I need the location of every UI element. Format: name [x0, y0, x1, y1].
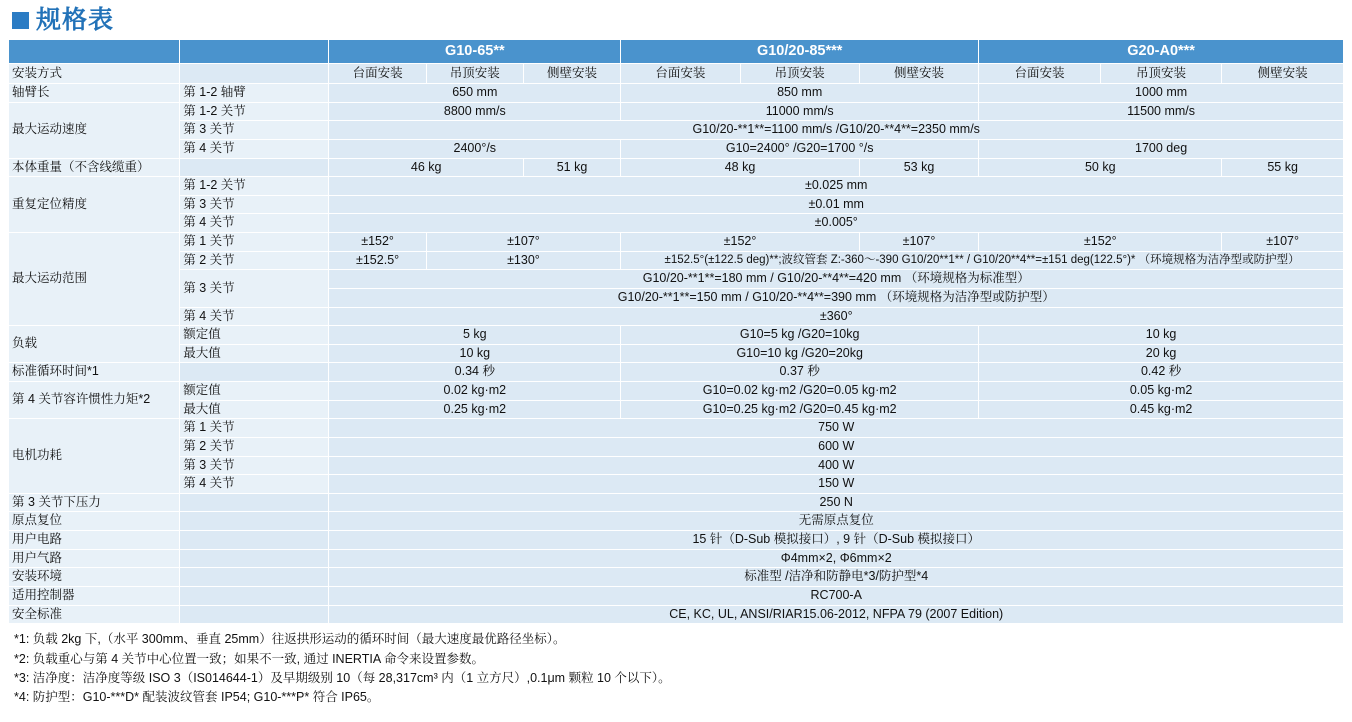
row-sub-cycle-empty — [180, 363, 329, 382]
row-sub-user-air-empty — [180, 549, 329, 568]
footnotes — [8, 630, 1344, 708]
table-row — [9, 214, 1344, 233]
max-speed-value-1: 8800 mm/s — [329, 102, 621, 121]
row-sub-motor-j4: 第 4 关节 — [180, 475, 329, 494]
repeatability-j12-value: ±0.025 mm — [329, 177, 1344, 196]
title-marker-icon — [12, 12, 29, 29]
table-header-row — [9, 40, 1344, 64]
table-row — [9, 549, 1344, 568]
environment-value: 标准型 /洁净和防静电*3/防护型*4 — [329, 568, 1344, 587]
row-label-inertia: 第 4 关节容许惯性力矩*2 — [9, 382, 180, 419]
weight-value-6: 55 kg — [1222, 158, 1344, 177]
table-row — [9, 307, 1344, 326]
mount-type-4: 台面安装 — [621, 64, 740, 84]
row-sub-rep-j3: 第 3 关节 — [180, 195, 329, 214]
range-j2-value-2: ±130° — [426, 251, 620, 270]
max-speed-j4-value-1: 2400°/s — [329, 139, 621, 158]
table-row — [9, 158, 1344, 177]
table-row — [9, 400, 1344, 419]
payload-rated-1: 5 kg — [329, 326, 621, 345]
row-sub-range-j2: 第 2 关节 — [180, 251, 329, 270]
weight-value-3: 48 kg — [621, 158, 860, 177]
cycle-time-2: 0.37 秒 — [621, 363, 979, 382]
range-j3-value-2: G10/20-**1**=150 mm / G10/20-**4**=390 mm （环境规格为洁净型或防护型） — [329, 288, 1344, 307]
weight-value-4: 53 kg — [859, 158, 978, 177]
table-row — [9, 493, 1344, 512]
row-sub-weight-empty — [180, 158, 329, 177]
arm-length-value-2: 850 mm — [621, 84, 979, 103]
range-j1-value-3: ±152° — [621, 233, 860, 252]
motor-power-j3: 400 W — [329, 456, 1344, 475]
page-title-text: 规格表 — [36, 6, 115, 34]
table-row — [9, 177, 1344, 196]
table-row — [9, 344, 1344, 363]
range-j3-value-1: G10/20-**1**=180 mm / G10/20-**4**=420 mm （环境规格为标准型） — [329, 270, 1344, 289]
repeatability-j3-value: ±0.01 mm — [329, 195, 1344, 214]
model-header-3: G20-A0*** — [979, 40, 1344, 64]
row-sub-homing-empty — [180, 512, 329, 531]
inertia-max-1: 0.25 kg·m2 — [329, 400, 621, 419]
row-label-safety: 安全标准 — [9, 605, 180, 624]
row-sub-inertia-max: 最大值 — [180, 400, 329, 419]
row-sub-rep-j12: 第 1-2 关节 — [180, 177, 329, 196]
mount-type-6: 侧壁安装 — [859, 64, 978, 84]
page-title — [8, 0, 1344, 39]
mount-type-5: 吊顶安装 — [740, 64, 859, 84]
row-label-user-air: 用户气路 — [9, 549, 180, 568]
row-label-repeatability: 重复定位精度 — [9, 177, 180, 233]
cycle-time-3: 0.42 秒 — [979, 363, 1344, 382]
row-sub-range-j1: 第 1 关节 — [180, 233, 329, 252]
table-row — [9, 270, 1344, 289]
safety-value: CE, KC, UL, ANSI/RIAR15.06-2012, NFPA 79 (2007 Edition) — [329, 605, 1344, 624]
range-j2-value-1: ±152.5° — [329, 251, 426, 270]
row-sub-payload-max: 最大值 — [180, 344, 329, 363]
row-label-weight: 本体重量（不含线缆重） — [9, 158, 180, 177]
header-spacer — [9, 40, 180, 64]
header-spacer-2 — [180, 40, 329, 64]
specification-table — [8, 39, 1344, 624]
row-sub-motor-j3: 第 3 关节 — [180, 456, 329, 475]
table-row — [9, 326, 1344, 345]
row-label-arm-length: 轴臂长 — [9, 84, 180, 103]
table-row — [9, 233, 1344, 252]
footnote-2: *2: 负载重心与第 4 关节中心位置一致；如果不一致, 通过 INERTIA 命令来设置参数。 — [14, 651, 484, 666]
row-sub-controller-empty — [180, 586, 329, 605]
table-row — [9, 568, 1344, 587]
table-row — [9, 102, 1344, 121]
row-label-cycle-time: 标准循环时间*1 — [9, 363, 180, 382]
footnote-1: *1: 负载 2kg 下,（水平 300mm、垂直 25mm）往返拱形运动的循环时间（最大速度最优路径坐标）。 — [14, 632, 566, 647]
range-j1-value-2: ±107° — [426, 233, 620, 252]
row-sub-payload-rated: 额定值 — [180, 326, 329, 345]
row-sub-speed-j12: 第 1-2 关节 — [180, 102, 329, 121]
row-sub-speed-j3: 第 3 关节 — [180, 121, 329, 140]
max-speed-j3-value: G10/20-**1**=1100 mm/s /G10/20-**4**=2350 mm/s — [329, 121, 1344, 140]
payload-rated-2: G10=5 kg /G20=10kg — [621, 326, 979, 345]
table-row — [9, 456, 1344, 475]
footnote-3: *3: 洁净度：洁净度等级 ISO 3（IS014644-1）及早期级别 10（每 28,317cm³ 内（1 立方尺）,0.1μm 颗粒 10 个以下）。 — [14, 670, 671, 685]
inertia-max-3: 0.45 kg·m2 — [979, 400, 1344, 419]
row-label-user-circuit: 用户电路 — [9, 531, 180, 550]
row-sub-arm-length: 第 1-2 轴臂 — [180, 84, 329, 103]
row-label-motion-range: 最大运动范围 — [9, 233, 180, 326]
user-air-value: Φ4mm×2, Φ6mm×2 — [329, 549, 1344, 568]
row-label-mounting: 安装方式 — [9, 64, 180, 84]
model-header-2: G10/20-85*** — [621, 40, 979, 64]
row-sub-safety-empty — [180, 605, 329, 624]
max-speed-j4-value-2: G10=2400° /G20=1700 °/s — [621, 139, 979, 158]
table-row — [9, 139, 1344, 158]
inertia-max-2: G10=0.25 kg·m2 /G20=0.45 kg·m2 — [621, 400, 979, 419]
row-sub-downforce-empty — [180, 493, 329, 512]
range-j4-value: ±360° — [329, 307, 1344, 326]
payload-max-3: 20 kg — [979, 344, 1344, 363]
table-row — [9, 605, 1344, 624]
mount-type-2: 吊顶安装 — [426, 64, 523, 84]
row-label-motor-power: 电机功耗 — [9, 419, 180, 494]
table-row — [9, 251, 1344, 270]
table-row — [9, 195, 1344, 214]
homing-value: 无需原点复位 — [329, 512, 1344, 531]
motor-power-j4: 150 W — [329, 475, 1344, 494]
row-sub-inertia-rated: 额定值 — [180, 382, 329, 401]
table-row — [9, 475, 1344, 494]
weight-value-5: 50 kg — [979, 158, 1222, 177]
mount-type-3: 侧壁安装 — [523, 64, 620, 84]
cycle-time-1: 0.34 秒 — [329, 363, 621, 382]
model-header-1: G10-65** — [329, 40, 621, 64]
row-label-environment: 安装环境 — [9, 568, 180, 587]
inertia-rated-1: 0.02 kg·m2 — [329, 382, 621, 401]
row-sub-user-circuit-empty — [180, 531, 329, 550]
controller-value: RC700-A — [329, 586, 1344, 605]
row-sub-speed-j4: 第 4 关节 — [180, 139, 329, 158]
table-row — [9, 512, 1344, 531]
weight-value-2: 51 kg — [523, 158, 620, 177]
row-sub-range-j3: 第 3 关节 — [180, 270, 329, 307]
inertia-rated-3: 0.05 kg·m2 — [979, 382, 1344, 401]
range-j1-value-5: ±152° — [979, 233, 1222, 252]
mount-type-8: 吊顶安装 — [1100, 64, 1222, 84]
row-sub-motor-j1: 第 1 关节 — [180, 419, 329, 438]
table-row — [9, 419, 1344, 438]
downforce-value: 250 N — [329, 493, 1344, 512]
user-circuit-value: 15 针（D-Sub 模拟接口）, 9 针（D-Sub 模拟接口） — [329, 531, 1344, 550]
row-sub-empty — [180, 64, 329, 84]
payload-rated-3: 10 kg — [979, 326, 1344, 345]
table-row — [9, 437, 1344, 456]
weight-value-1: 46 kg — [329, 158, 523, 177]
row-label-homing: 原点复位 — [9, 512, 180, 531]
table-row — [9, 382, 1344, 401]
footnote-4: *4: 防护型：G10-***D* 配装波纹管套 IP54; G10-***P* 符合 IP65。 — [14, 690, 380, 705]
range-j1-value-6: ±107° — [1222, 233, 1344, 252]
row-label-payload: 负载 — [9, 326, 180, 363]
mount-type-7: 台面安装 — [979, 64, 1101, 84]
row-label-downforce: 第 3 关节下压力 — [9, 493, 180, 512]
inertia-rated-2: G10=0.02 kg·m2 /G20=0.05 kg·m2 — [621, 382, 979, 401]
table-row — [9, 363, 1344, 382]
row-sub-environment-empty — [180, 568, 329, 587]
mount-type-1: 台面安装 — [329, 64, 426, 84]
arm-length-value-1: 650 mm — [329, 84, 621, 103]
table-row — [9, 531, 1344, 550]
table-row — [9, 84, 1344, 103]
table-row — [9, 586, 1344, 605]
range-j1-value-4: ±107° — [859, 233, 978, 252]
payload-max-2: G10=10 kg /G20=20kg — [621, 344, 979, 363]
row-sub-rep-j4: 第 4 关节 — [180, 214, 329, 233]
table-row — [9, 121, 1344, 140]
arm-length-value-3: 1000 mm — [979, 84, 1344, 103]
max-speed-value-2: 11000 mm/s — [621, 102, 979, 121]
table-row — [9, 64, 1344, 84]
range-j1-value-1: ±152° — [329, 233, 426, 252]
max-speed-j4-value-3: 1700 deg — [979, 139, 1344, 158]
range-j2-value-3: ±152.5°(±122.5 deg)**;波纹管套 Z:-360～-390 G10/20**1** / G10/20**4**=±151 deg(122.5°)* （环境规格为洁净型或防护型） — [621, 251, 1344, 270]
row-sub-motor-j2: 第 2 关节 — [180, 437, 329, 456]
motor-power-j1: 750 W — [329, 419, 1344, 438]
row-sub-range-j4: 第 4 关节 — [180, 307, 329, 326]
motor-power-j2: 600 W — [329, 437, 1344, 456]
repeatability-j4-value: ±0.005° — [329, 214, 1344, 233]
row-label-controller: 适用控制器 — [9, 586, 180, 605]
row-label-max-speed: 最大运动速度 — [9, 102, 180, 158]
mount-type-9: 侧壁安装 — [1222, 64, 1344, 84]
payload-max-1: 10 kg — [329, 344, 621, 363]
max-speed-value-3: 11500 mm/s — [979, 102, 1344, 121]
